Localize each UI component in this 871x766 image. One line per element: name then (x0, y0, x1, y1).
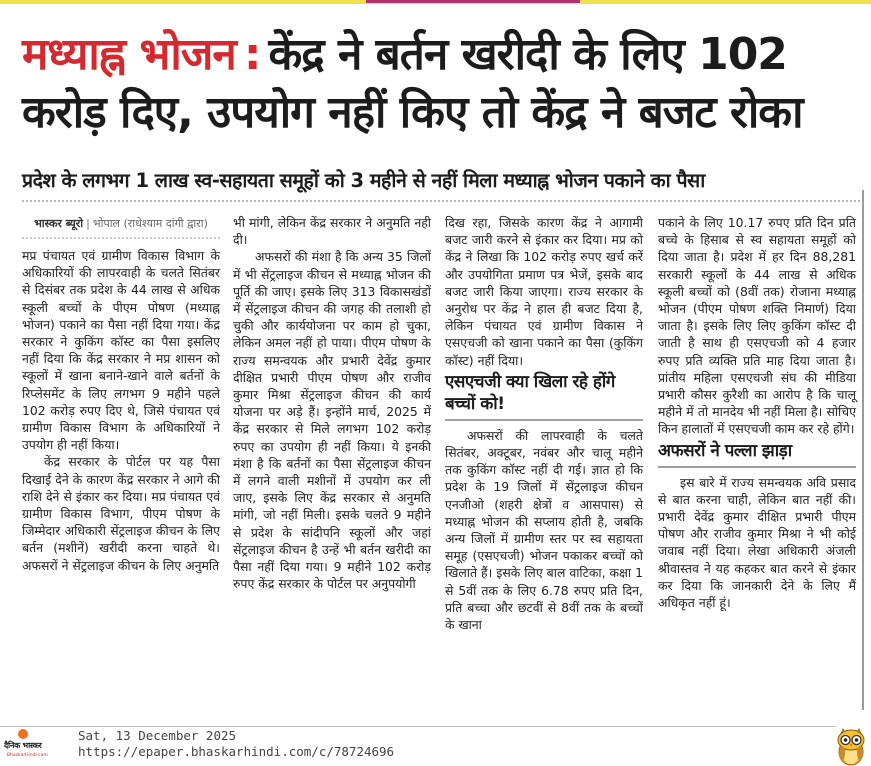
headline-colon: : (243, 29, 261, 80)
paragraph: अफसरों की लापरवाही के चलते सितंबर, अक्टूबर, नवंबर और चालू महीने तक कुकिंग कॉस्ट नहीं दी गई। ज्ञात हो कि प्रदेश के 19 जिलों में सेंट्रलाइज कीचन एनजीओ (शहरी क्षेत्रों व आसपास) से मध्याह्न भोजन की सप्लाय होती है, जबकि अन्य जिलों में ग्रामीण स्तर पर स्व सहायता समूह (एसएचजी) भोजन पकाकर बच्चों को खिलाते हैं। इसके लिए बाल वाटिका, कक्षा 1 से 5वीं तक के लिए 6.78 रुपए प्रति दिन, प्रति बच्चा और छटवीं से 8वीं तक के बच्चों के खाना (445, 427, 643, 633)
subheadline-divider (22, 200, 860, 202)
logo-subtext: BhaskarHindi.com (7, 753, 48, 758)
headline-text: केंद्र ने बर्तन खरीदी के लिए 102 करोड़ दिए, उपयोग नहीं किए तो केंद्र ने बजट रोका (22, 29, 803, 138)
logo-name: दैनिक भास्कर (4, 741, 42, 750)
byline-divider (22, 237, 220, 239)
paragraph: इस बारे में राज्य समन्वयक अवि प्रसाद से बात करना चाही, लेकिन बात नहीं की। प्रभारी देवेंद्र कुमार दीक्षित प्रभारी पीएम पोषण और राजीव कुमार मिश्रा ने भी कोई जवाब नहीं दिया। लेखा अधिकारी अंजली श्रीवास्तव ने यह कहकर बात करने से इंकार कर दिया कि जानकारी देने के लिए मैं अधिकृत नहीं हूं। (658, 474, 856, 611)
paragraph: भी मांगी, लेकिन केंद्र सरकार ने अनुमति नही दी। (233, 215, 431, 248)
byline-bureau: भास्कर ब्यूरो (34, 217, 84, 230)
subheadline: प्रदेश के लगभग 1 लाख स्व-सहायता समूहों को 3 महीने से नहीं मिला मध्याह्न भोजन पकाने का पैसा (22, 169, 705, 192)
page-edge-rule (862, 190, 864, 710)
paragraph: पकाने के लिए 10.17 रुपए प्रति दिन प्रति बच्चे के हिसाब से स्व सहायता समूहों को दिया जाता है। प्रदेश में हर दिन 88,281 सरकारी स्कूलों के 44 लाख से अधिक स्कूली बच्चों को (8वीं तक) रोजाना मध्याह्न भोजन (पीएम पोषण शक्ति निमार्ण) दिया जाता है। इसके लिए लिए कुकिंग कॉस्ट दी जाती है साथ ही एसएचजी को 4 हजार रुपए प्रति व्यक्ति प्रति माह दिया जाता है। प्रांतीय महिला एसएचजी संघ की मीडिया प्रभारी कौसर कुरैशी का आरोप है कि चालू महीने में तो मानदेय भी नहीं मिला है। सोचिए किन हालातों में एसएचजी काम कर रहे होंगे। (658, 215, 856, 437)
dainik-bhaskar-logo[interactable] (4, 727, 48, 765)
headline (22, 26, 862, 142)
article-column-3 (445, 214, 643, 633)
paragraph: मप्र पंचायत एवं ग्रामीण विकास विभाग के अधिकारियों की लापरवाही के चलते सितंबर से दिसंबर तक प्रदेश के 44 लाख से अधिक स्कूली बच्चों के पीएम पोषण (मध्याह्न भोजन) पकाने का पैसा नहीं दिया गया। केंद्र सरकार ने कुकिंग कॉस्ट का पैसा इसलिए नहीं दिया कि केंद्र सरकार ने मप्र शासन को स्कूलों में खाना बनाने-खाने वाले बर्तनों के रिप्लेसमेंट के लिए लगभग 9 महीने पहले 102 करोड़ रुपए दिए थे, जिसे पंचायत एवं ग्रामीण विकास विभाग के अधिकारियों ने उपयोग ही नहीं किया। (22, 248, 220, 453)
top-color-bar (0, 0, 871, 4)
sun-icon (18, 729, 28, 739)
article-column-1 (22, 212, 220, 574)
paragraph: अफसरों की मंशा है कि अन्य 35 जिलों में भी सेंट्रलाइज कीचन से मध्याह्न भोजन की पूर्ति की जाए। इसके लिए 313 विकासखंडों में सेंट्रलाइज कीचन की जगह की तलाशी हो चुकी और कार्ययोजना पर काम हो चुका, लेकिन अमल नहीं हो पाया। पीएम पोषण के राज्य समन्वयक और प्रभारी देवेंद्र कुमार दीक्षित प्रभारी पीएम पोषण और राजीव कुमार मिश्रा सेंट्रलाइज कीचन की कार्य योजना पर अड़े हैं। इन्होंने मार्च, 2025 में केंद्र सरकार से मिले लगभग 102 करोड़ रुपए का उपयोग ही नहीं किया। ये इनकी मंशा है कि बर्तनों का पैसा सेंट्रलाइज कीचन में लगने वाली मशीनों में उपयोग कर ली जाए, इसके लिए केंद्र सरकार से अनुमति मांगी, जो नहीं मिली। इसके चलते 9 महीने से प्रदेश के सांदीपनि स्कूलों और जहां सेंट्रलाइज कीचन है उन्हें भी बर्तन खरीदी का पैसा नहीं दिया गया। 9 महीने 102 करोड़ रुपए केंद्र सरकार के पोर्टल पर अनुपयोगी (233, 249, 431, 592)
article-column-4 (658, 214, 856, 611)
paragraph: दिख रहा, जिसके कारण केंद्र ने आगामी बजट जारी करने से इंकार कर दिया। मप्र को केंद्र ने लिखा कि 102 करोड़ रुपए खर्च करें और उपयोगिता प्रमाण पत्र भेजें, इसके बाद बजट जारी किया जाएगा। राज्य सरकार के अनुरोध पर केंद्र ने हाल ही बजट दिया है, लेकिन पंचायत एवं ग्रामीण विकास ने एसएचजी को खाना पकाने का पैसा (कुकिंग कॉस्ट) नहीं दिया। (445, 215, 643, 368)
byline (22, 212, 220, 231)
article-column-2 (233, 214, 431, 592)
byline-place: भोपाल (राधेश्याम दांगी द्वारा) (92, 217, 208, 230)
paragraph: केंद्र सरकार के पोर्टल पर यह पैसा दिखाई देने के कारण केंद्र सरकार ने आगे की राशि देने से इंकार कर दिया। मप्र पंचायत एवं ग्रामीण विकास विभाग, पीएम पोषण के जिम्मेदार अधिकारी सेंट्रलाइज कीचन के लिए बर्तन (मशीनें) खरीदी करना चाहते थे। अफसरों ने सेंट्रलाइज कीचन के लिए अनुमति (22, 454, 220, 573)
section-heading-shg: एसएचजी क्या खिला रहे होंगे बच्चों को! (445, 371, 615, 414)
edition-date: Sat, 13 December 2025 (78, 728, 237, 743)
headline-kicker: मध्याह्न भोजन (22, 29, 236, 80)
section-heading-officers: अफसरों ने पल्ला झाड़ा (658, 440, 792, 461)
epaper-url[interactable]: https://epaper.bhaskarhindi.com/c/78724696 (78, 744, 395, 759)
owl-icon[interactable] (834, 726, 868, 766)
section-divider (658, 466, 856, 468)
top-color-bar-accent (366, 0, 580, 3)
section-divider (445, 419, 643, 421)
byline-separator: | (86, 217, 90, 230)
